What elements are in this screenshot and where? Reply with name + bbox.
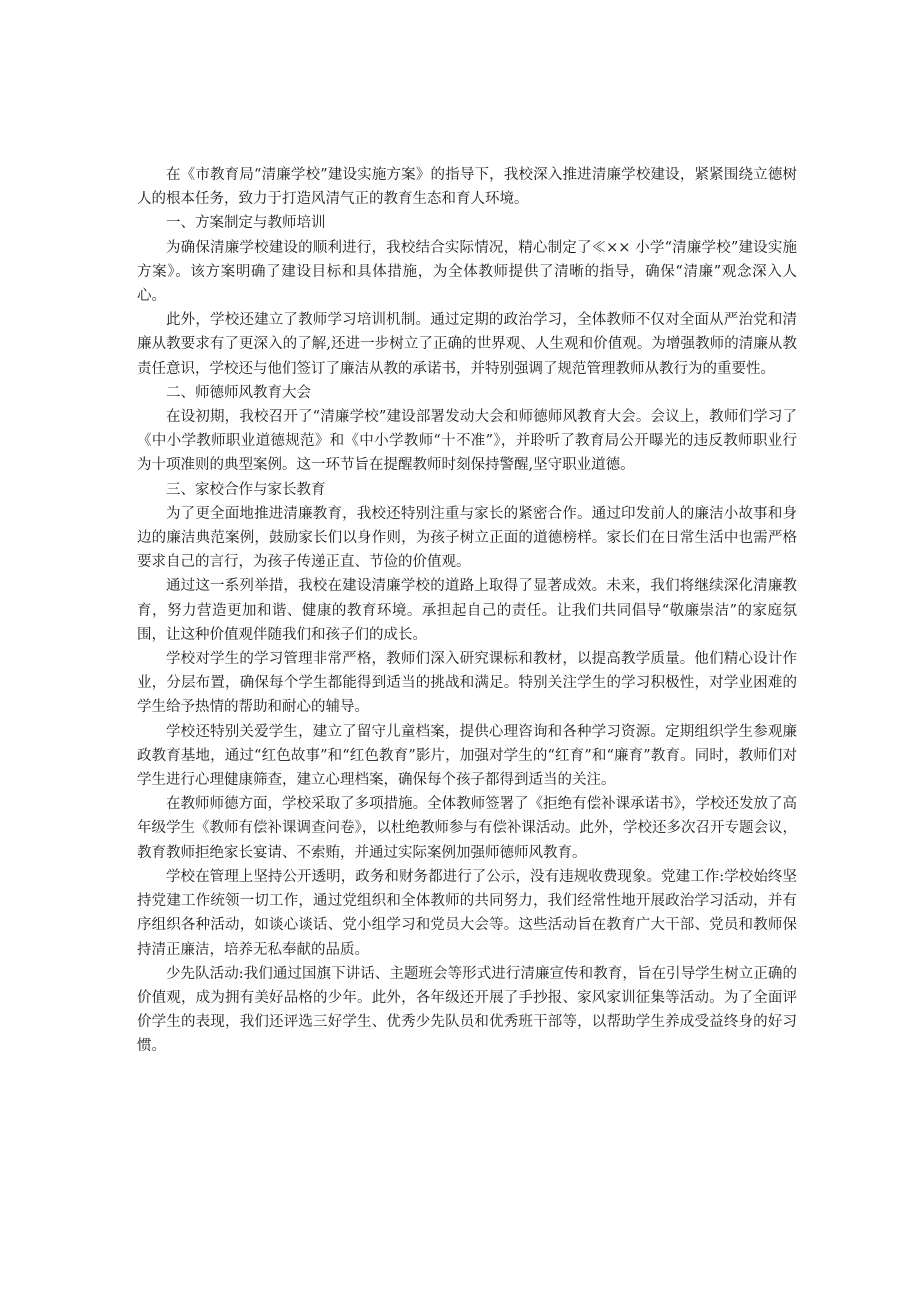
section-3-paragraph-5: 在教师师德方面，学校采取了多项措施。全体教师签署了《拒绝有偿补课承诺书》，学校还发放了高年级学生《教师有偿补课调查问卷》，以杜绝教师参与有偿补课活动。此外，学校还多次召开专题会议，教育教师拒绝家长宴请、不索贿，并通过实际案例加强师德师风教育。 [137, 796, 797, 861]
section-3-paragraph-2: 通过这一系列举措，我校在建设清廉学校的道路上取得了显著成效。未来，我们将继续深化清廉教育，努力营造更加和谐、健康的教育环境。承担起自己的责任。让我们共同倡导“敬廉崇洁”的家庭氛围，让这种价值观伴随我们和孩子们的成长。 [137, 578, 797, 643]
section-1-paragraph-1: 为确保清廉学校建设的顺利进行，我校结合实际情况，精心制定了≪×× 小学“清廉学校”建设实施方案》。该方案明确了建设目标和具体措施，为全体教师提供了清晰的指导，确保“清廉”观念深入人心。 [137, 239, 797, 305]
section-3-paragraph-4: 学校还特别关爱学生，建立了留守儿童档案，提供心理咨询和各种学习资源。定期组织学生参观廉政教育基地，通过“红色故事”和“红色教育”影片，加强对学生的“红育”和“廉育”教育。同时，教师们对学生进行心理健康筛查，建立心理档案，确保每个孩子都得到适当的关注。 [137, 723, 797, 789]
section-2-heading: 二、师德师风教育大会 [166, 384, 311, 401]
section-2-paragraph-1: 在设初期，我校召开了“清廉学校”建设部署发动大会和师德师风教育大会。会议上，教师们学习了《中小学教师职业道德规范》和《中小学教师“十不准”》，并聆听了教育局公开曝光的违反教师职业行为十项准则的典型案例。这一环节旨在提醒教师时刻保持警醒,坚守职业道德。 [137, 409, 797, 474]
section-3-paragraph-6: 学校在管理上坚持公开透明，政务和财务都进行了公示，没有违规收费现象。党建工作:学校始终坚持党建工作统领一切工作，通过党组织和全体教师的共同努力，我们经常性地开展政治学习活动，并有序组织各种活动，如谈心谈话、党小组学习和党员大会等。这些活动旨在教育广大干部、党员和教师保持清正廉洁，培养无私奉献的品质。 [137, 868, 797, 958]
section-3-paragraph-3: 学校对学生的学习管理非常严格，教师们深入研究课标和教材，以提高教学质量。他们精心设计作业，分层布置，确保每个学生都能得到适当的挑战和满足。特别关注学生的学习积极性，对学业困难的学生给予热情的帮助和耐心的辅导。 [137, 651, 797, 716]
section-3-heading: 三、家校合作与家长教育 [166, 481, 326, 498]
section-1-paragraph-2: 此外，学校还建立了教师学习培训机制。通过定期的政治学习，全体教师不仅对全面从严治党和清廉从教要求有了更深入的了解,还进一步树立了正确的世界观、人生观和价值观。为增强教师的清廉从教责任意识，学校还与他们签订了廉洁从教的承诺书，并特别强调了规范管理教师从教行为的重要性。 [137, 312, 797, 377]
section-3-paragraph-1: 为了更全面地推进清廉教育，我校还特别注重与家长的紧密合作。通过印发前人的廉洁小故事和身边的廉洁典范案例，鼓励家长们以身作则，为孩子树立正面的道德榜样。家长们在日常生活中也需严格要求自己的言行，为孩子传递正直、节俭的价值观。 [137, 505, 797, 571]
intro-paragraph: 在《市教育局“清廉学校”建设实施方案》的指导下，我校深入推进清廉学校建设，紧紧围绕立德树人的根本任务，致力于打造风清气正的教育生态和育人环境。 [137, 167, 797, 208]
document-body [137, 163, 797, 1059]
section-1-heading: 一、方案制定与教师培训 [166, 215, 326, 232]
section-3-paragraph-7: 少先队活动:我们通过国旗下讲话、主题班会等形式进行清廉宣传和教育，旨在引导学生树立正确的价值观，成为拥有美好品格的少年。此外，各年级还开展了手抄报、家风家训征集等活动。为了全面评价学生的表现，我们还评选三好学生、优秀少先队员和优秀班干部等，以帮助学生养成受益终身的好习惯。 [137, 965, 797, 1055]
